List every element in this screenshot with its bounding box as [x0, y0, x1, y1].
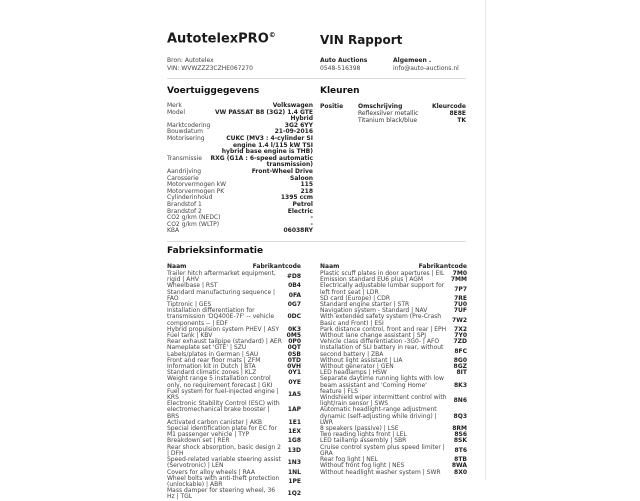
factory-item-name: Rear shock absorption, basic design 2 | DFH	[167, 443, 281, 457]
omschrijving-header: Omschrijving	[358, 103, 403, 110]
factory-item-code: 8X0	[454, 468, 467, 476]
factory-item-code: 8Q3	[453, 412, 467, 420]
factory-item-code: 0G7	[287, 301, 301, 309]
factory-item-code: 7X2	[454, 325, 467, 333]
field-label: Cylinderinhoud	[167, 194, 213, 202]
factory-item-code: 0K3	[288, 325, 301, 333]
factory-item-name: Installation of SLI battery in rear, without second battery | ZBA	[320, 344, 444, 358]
factory-item-code: 0YE	[288, 378, 301, 386]
factory-column-right	[320, 263, 467, 501]
factory-item-name: Standard manufacturing sequence | FAO	[167, 288, 276, 302]
company-phone: 0548-516398	[320, 64, 361, 72]
field-label: Aandrijving	[167, 167, 202, 175]
factory-item-name: Trailer hitch aftermarket equipment, rigid | AHV	[167, 270, 276, 284]
factory-item-code: 0M5	[286, 332, 301, 340]
factory-item-code: 1AP	[287, 406, 301, 414]
factory-item-code: 8TB	[454, 456, 467, 464]
factory-item-name: Emission standard EU6 plus | AGM	[320, 276, 424, 284]
factory-item-name: Park distance control, front and rear | EPH	[320, 325, 447, 333]
factory-item-name: Without light assistant | LIA	[320, 356, 403, 364]
field-label: CO2 g/km (NEDC)	[167, 214, 221, 222]
factory-item-code: 0Y1	[288, 369, 301, 377]
field-label: Model	[167, 108, 186, 116]
factory-item	[320, 376, 467, 395]
factory-item-code: 1E1	[288, 418, 301, 426]
factory-item-name: Electronic Stability Control (ESC) with electromechanical brake booster | BRS	[167, 400, 280, 420]
factory-item-name: Labels/plates in German | SAU	[167, 350, 259, 358]
section-voertuiggegevens	[167, 86, 313, 235]
source-block	[167, 57, 253, 72]
factory-column-left	[167, 263, 301, 501]
factory-item-name: Rear fog light | NEL	[320, 456, 378, 464]
factory-item-code: 0DC	[287, 313, 301, 321]
kleur-omschrijving: Titanium black/blue	[358, 117, 418, 124]
field-value: RXG (G1A : 6-speed automatic transmission)	[210, 154, 313, 169]
factory-item-name: Standard engine starter | STR	[320, 301, 410, 309]
field-value: Electric	[287, 207, 313, 215]
factory-item-name: LED taillamp assembly | SBR	[320, 437, 407, 445]
factory-item-name: Separate daytime running lights with low beam assistant and 'Coming Home' feature | FLS	[320, 375, 444, 395]
vehicle-data-row	[167, 136, 313, 156]
algemeen-label: Algemeen .	[393, 57, 432, 64]
copyright-symbol: ©	[268, 31, 276, 39]
factory-item-name: Rear exhaust tailpipe (standard) | AER	[167, 338, 282, 346]
factory-item-name: Mass damper for steering wheel, 36 Hz | TGL	[167, 487, 276, 501]
vehicle-data-row	[167, 110, 313, 123]
factory-item-code: 0SB	[287, 350, 301, 358]
factory-item	[167, 401, 301, 420]
kleuren-table	[320, 110, 466, 124]
brand-text: AutotelexPRO	[167, 31, 269, 47]
factory-item-code: 0FA	[288, 291, 301, 299]
factory-item-name: Windshield wiper intermittent control with light/rain sensor | SWS	[320, 394, 447, 408]
factory-item-name: Navigation system - Standard | NAV	[320, 307, 428, 315]
factory-item-code: 8WA	[451, 462, 467, 470]
factory-item	[320, 407, 467, 426]
field-value: 1395 ccm	[280, 194, 313, 202]
factory-item	[167, 488, 301, 500]
factory-header-row	[167, 263, 301, 270]
factory-item-code: 7UF	[453, 307, 467, 315]
factory-item-name: Automatic headlight-range adjustment dynamic (self-adjusting while driving) | LWR	[320, 406, 437, 426]
company-email: info@auto-auctions.nl	[393, 64, 459, 72]
factory-item-name: SD card (Europe) | CDR	[320, 294, 390, 302]
factory-item-code: 8G0	[453, 356, 467, 364]
factory-item-code: 8N6	[453, 397, 467, 405]
page-edge-line	[485, 0, 486, 480]
factory-item-code: 8IT	[456, 369, 467, 377]
factory-item-name: Without front fog light | NES	[320, 462, 405, 470]
factory-item-name: Wheel bolts with anti-theft protection (unlockable) | ABR	[167, 474, 280, 488]
kleur-row	[320, 117, 466, 124]
factory-item-name: Tiptronic | GES	[167, 301, 212, 309]
field-value: 21-09-2016	[274, 128, 313, 136]
field-value: 3G2 6YY	[284, 121, 313, 129]
field-label: Bouwdatum	[167, 128, 203, 136]
factory-item-code: 1NL	[287, 468, 301, 476]
kleur-positie	[320, 117, 358, 124]
report-title: VIN Rapport	[320, 33, 403, 47]
company-name: Auto Auctions	[320, 57, 368, 64]
factory-item-code: 1EX	[288, 428, 301, 436]
field-label: Merk	[167, 102, 182, 109]
factory-item-code: 1N3	[287, 459, 301, 467]
factory-item-name: Covers for alloy wheels | RAA	[167, 468, 255, 476]
field-label: Marktcodering	[167, 121, 211, 129]
factory-item-name: Front and rear floor mats | ZFM	[167, 356, 261, 364]
field-value: 115	[300, 181, 313, 189]
factory-item-code: 0B4	[288, 282, 301, 290]
factory-item-name: Hybrid propulsion system PHEV | ASY	[167, 325, 280, 333]
field-label: Transmissie	[167, 154, 202, 162]
field-label: Brandstof 2	[167, 207, 202, 215]
factory-item	[167, 457, 301, 469]
factory-item-name: Plastic scuff plates in door apertures | EIL	[320, 270, 445, 277]
factory-item-code: 8SK	[453, 437, 467, 445]
factory-items-left	[167, 271, 301, 501]
factory-item-name: Without generator | GEN	[320, 363, 394, 371]
factory-item-name: Electrically adjustable lumbar support for left front seat | LDR	[320, 282, 445, 296]
section-separator	[167, 241, 466, 242]
factory-item-code: 7MM	[450, 276, 467, 284]
voertuiggegevens-title: Voertuiggegevens	[167, 86, 260, 96]
kleur-code: 8E8E	[449, 110, 466, 117]
factory-item-code: 1Q2	[287, 490, 301, 498]
factory-item-name: Vehicle class differentiation -3G0- | AFO	[320, 338, 440, 346]
factory-item	[320, 470, 467, 476]
factory-item-code: 7RE	[454, 294, 467, 302]
factory-item-name: LED headlamps | HSW	[320, 369, 387, 377]
section-kleuren	[320, 86, 466, 124]
factory-item	[320, 345, 467, 357]
vin-line: VIN: WVWZZZ3CZHE067270	[167, 64, 253, 72]
factory-item-code: 13D	[287, 446, 301, 454]
field-value: Volkswagen	[272, 102, 313, 109]
field-value: 06038RY	[283, 227, 313, 235]
factory-item-code: 7Y0	[454, 332, 467, 340]
factory-item-code: 8RM	[452, 425, 467, 433]
factory-item-name: Installation differentiation for transmission 'DQ400E-7F' -- vehicle components -- | EDF	[167, 307, 275, 327]
field-value: CUKC (MV3 : 4-cylinder SI engine 1.4 l/115 kW TSI hybrid base engine is THB)	[221, 134, 313, 156]
factory-item-name: Information kit in Dutch | BTA	[167, 363, 256, 371]
kleur-row	[320, 110, 466, 117]
header-separator	[167, 78, 466, 79]
naam-header: Naam	[167, 263, 187, 270]
fabrikantcode-header: Fabrikantcode	[252, 263, 301, 270]
field-label: CO2 g/km (WLTP)	[167, 220, 220, 228]
factory-item-name: Breakdown set | RER	[167, 437, 230, 445]
factory-item-name: Two reading lights front | LEL	[320, 431, 407, 439]
section-fabrieksinformatie	[167, 246, 467, 501]
factory-item-code: 8T6	[454, 446, 467, 454]
kleuren-title: Kleuren	[320, 86, 360, 96]
factory-item-code: 0QT	[287, 344, 301, 352]
factory-item-name: Cruise control system plus speed limiter | GRA	[320, 443, 445, 457]
factory-item-code: 8S6	[454, 431, 467, 439]
factory-item-code: 7ZD	[453, 338, 467, 346]
vehicle-data-row	[167, 228, 313, 235]
field-label: Carosserie	[167, 174, 199, 182]
factory-items-right	[320, 271, 467, 476]
field-value: -	[310, 220, 313, 228]
vehicle-data-table	[167, 103, 313, 235]
field-label: Motorisering	[167, 134, 205, 142]
contact-block	[393, 57, 459, 72]
kleuren-header-row	[320, 103, 466, 110]
factory-item-name: Nameplate set 'GTE' | SZU	[167, 344, 247, 352]
factory-item-code: 8GZ	[453, 363, 467, 371]
factory-item-name: Activated carbon canister | AKB	[167, 418, 263, 426]
factory-item-name: Speed-related variable steering assist (Servotronic) | LEN	[167, 456, 281, 470]
kleurcode-header: Kleurcode	[431, 103, 466, 110]
factory-item	[167, 308, 301, 327]
field-value: Saloon	[290, 174, 313, 182]
field-label: Motorvermogen PK	[167, 187, 225, 195]
kleur-code: TK	[457, 117, 466, 124]
factory-item-name: Fuel system for fuel-injected engine | KRS	[167, 387, 279, 402]
factory-item-code: 7W2	[452, 316, 467, 324]
factory-item-name: Wheelbase | RST	[167, 282, 218, 290]
factory-item-code: #D8	[286, 273, 301, 281]
kleur-omschrijving: Reflexsilver metallic	[358, 110, 419, 117]
factory-item	[167, 376, 301, 388]
field-label: Brandstof 1	[167, 200, 202, 208]
factory-item-code: 7P7	[454, 285, 467, 293]
naam-header: Naam	[320, 263, 340, 270]
factory-item-code: 7M0	[452, 270, 467, 277]
company-block	[320, 57, 367, 72]
factory-item-code: 8FC	[454, 347, 467, 355]
field-value: VW PASSAT B8 (3G2) 1.4 GTE Hybrid	[215, 108, 313, 123]
factory-item-code: 7U0	[453, 301, 467, 309]
field-value: Petrol	[292, 200, 313, 208]
factory-item-name: Standard climatic zones | KLZ	[167, 369, 257, 377]
vehicle-data-row	[167, 156, 313, 169]
field-label: Motorvermogen kW	[167, 181, 227, 189]
factory-item-name: Without lane change assistant | SPJ	[320, 332, 427, 340]
factory-item-name: 8 speakers (passive) | LSE	[320, 425, 399, 433]
bron-line: Bron: Autotelex	[167, 57, 214, 64]
brand-logo	[167, 31, 276, 46]
factory-item-code: 0TD	[287, 356, 301, 364]
positie-header: Positie	[320, 103, 344, 110]
factory-item	[320, 314, 467, 326]
field-value: Front-Wheel Drive	[251, 167, 313, 175]
kleur-positie	[320, 110, 358, 117]
field-value: 218	[300, 187, 313, 195]
factory-item-code: 1G8	[287, 437, 301, 445]
factory-item-name: Fuel tank | KBV	[167, 332, 213, 340]
fabrikantcode-header: Fabrikantcode	[418, 263, 467, 270]
field-value: -	[310, 214, 313, 222]
factory-columns	[167, 263, 467, 501]
factory-item-name: Weight range 5 installation control only, no requirement forecast | GKI	[167, 375, 273, 389]
factory-item	[320, 283, 467, 295]
factory-item-code: 8K3	[454, 381, 467, 389]
factory-item-name: Without headlight washer system | SWR	[320, 468, 441, 476]
fabrieksinformatie-title: Fabrieksinformatie	[167, 246, 264, 256]
field-label: KBA	[167, 227, 180, 235]
factory-item-code: 0VH	[287, 363, 301, 371]
factory-item-name: Special identification plate for EC for M1 passenger vehicle | TYP	[167, 425, 278, 439]
factory-item-name: With extended safety system (Pre-Crash Basic and Front) | ESI	[320, 313, 442, 327]
factory-item-code: 0P0	[288, 338, 301, 346]
factory-item-code: 1A5	[288, 390, 301, 398]
factory-item-code: 1PE	[288, 477, 301, 485]
factory-header-row	[320, 263, 467, 270]
